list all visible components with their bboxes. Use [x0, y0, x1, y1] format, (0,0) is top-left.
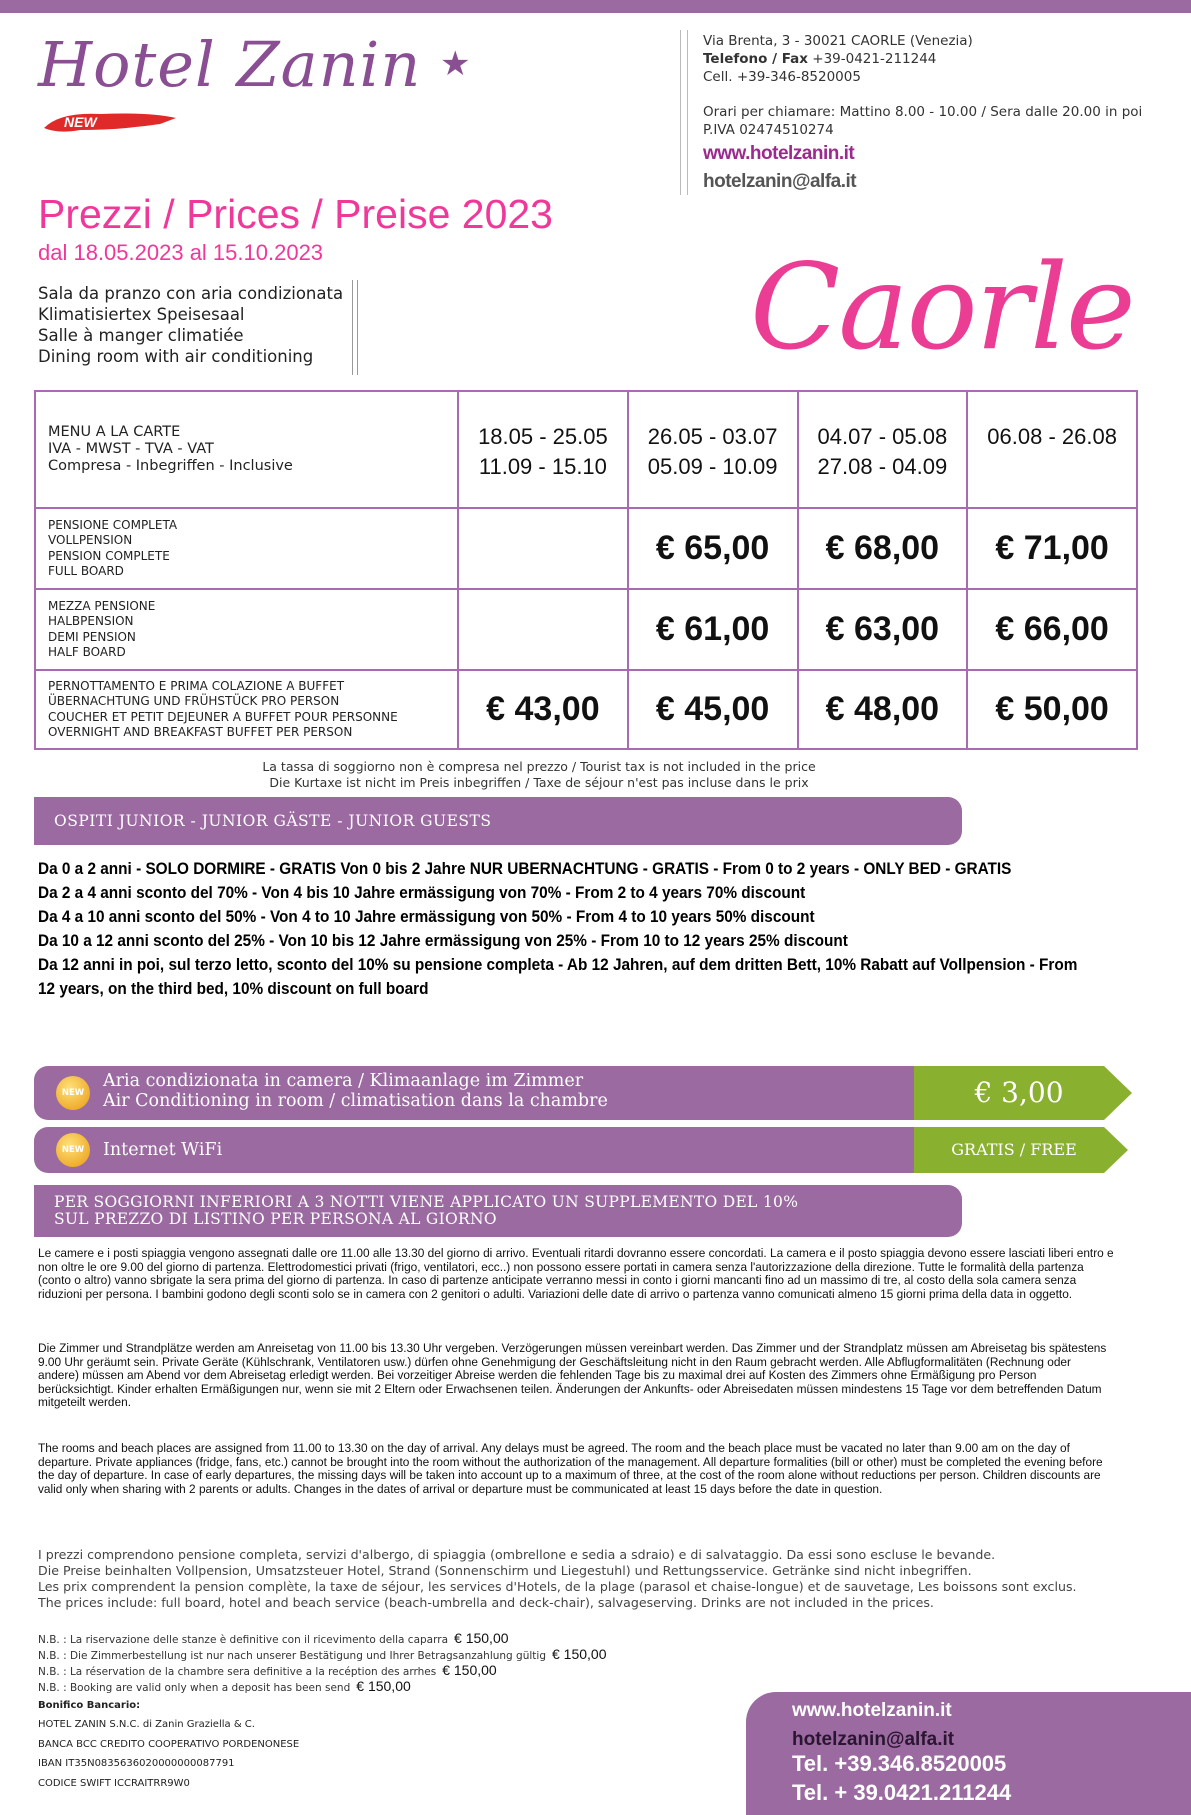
period-cell [458, 391, 628, 508]
ac-price: € 3,00 [974, 1076, 1064, 1109]
footer-tel-mobile: Tel. +39.346.8520005 [792, 1751, 1007, 1776]
period-line: 04.07 - 05.08 [817, 424, 948, 449]
conditions-text: Die Zimmer und Strandplätze werden am Anreisetag von 11.00 bis 13.30 Uhr vergeben. Verzögerungen müssen vereinbart werden. Das Zimmer und der Strandplatz müssen am Abreisetag bis spätestens 9.00 Uhr geräumt sein. Private Geräte (Kühlschrank, Ventilatoren usw.) dürfen ohne Genehmigung der Geschäftsleitung nicht in den Raum gebracht werden. Alle Abflugformalitäten (Rechnung oder andere) müssen am Abend vor dem Abreisetag erledigt werden. Bei vorzeitiger Abreise werden die fehlenden Tage bis zu maximal drei auf Kosten des Zimmers ohne Ermäßigung pro Person berücksichtigt. Kinder erhalten Ermäßigungen nur, wenn sie mit 2 Eltern oder Erwachsenen teilen. Änderungen der Ankunfts- oder Abreisedaten müssen mindestens 15 Tage vor dem betreffenden Datum mitgeteilt werden. [38, 1341, 1107, 1410]
phone-label: Telefono / Fax [703, 51, 808, 67]
price-cell [458, 589, 628, 670]
deposit-amount: € 150,00 [356, 1678, 411, 1694]
table-header-row [35, 391, 1137, 508]
board-line: PENSIONE COMPLETA [48, 517, 178, 532]
footer-website[interactable]: www.hotelzanin.it [792, 1700, 952, 1721]
dining-line: Dining room with air conditioning [38, 347, 314, 366]
new-icon: NEW [56, 1133, 90, 1167]
junior-discounts [38, 857, 1089, 1001]
board-line: HALF BOARD [48, 645, 126, 659]
deposit-note [38, 1646, 607, 1662]
dining-line: Klimatisiertex Speisesaal [38, 305, 245, 324]
board-line: OVERNIGHT AND BREAKFAST BUFFET PER PERSON [48, 725, 353, 739]
conditions-text: Le camere e i posti spiaggia vengono assegnati dalle ore 11.00 alle 13.30 del giorno di arrivo. Eventuali ritardi dovranno essere concordati. La camera e il posto spiaggia devono essere lasciati liberi entro e non oltre le ore 9.00 del giorno di partenza. Elettrodomestici privati (frigo, ventilatori, ecc..) non possono essere portati in camera senza l'autorizzazione della direzione. Tutte le formalità della partenza (conto o altro) vanno sbrigate la sera prima del giorno di partenza. In caso di partenze anticipate verranno messi in conto i giorni mancanti fino ad un massimo di tre, al costo della sola camera senza riduzioni per persona. I bambini godono degli sconti solo se in camera con 2 genitori o adulti. Variazioni delle date di arrivo o partenza vanno comunicati almeno 15 giorni prima della data in oggetto. [38, 1246, 1114, 1301]
table-row [35, 508, 1137, 589]
junior-line: Da 12 anni in poi, sul terzo letto, sconto del 10% su pensione completa - Ab 12 Jahren, auf dem dritten Bett, 10% Rabatt auf Vollpension - From 12 years, on the third bed, 10% discount on full board [38, 956, 1078, 998]
air-conditioning-label [103, 1071, 608, 1111]
address: Via Brenta, 3 - 30021 CAORLE (Venezia) [703, 33, 973, 49]
dining-line: Sala da pranzo con aria condizionata [38, 284, 344, 303]
price-cell: € 65,00 [628, 508, 798, 589]
deposit-text: N.B. : La riservazione delle stanze è definitive con il ricevimento della caparra [38, 1634, 449, 1646]
bank-iban: IBAN IT35N0835636020000000087791 [38, 1758, 235, 1769]
supplement-line: PER SOGGIORNI INFERIORI A 3 NOTTI VIENE APPLICATO UN SUPPLEMENTO DEL 10% [54, 1193, 799, 1211]
wifi-label: Internet WiFi [103, 1140, 223, 1160]
wifi-price: GRATIS / FREE [951, 1140, 1077, 1159]
junior-guests-heading: OSPITI JUNIOR - JUNIOR GÄSTE - JUNIOR GUESTS [34, 797, 962, 845]
bank-label: Bonifico Bancario: [38, 1700, 141, 1711]
price-cell: € 45,00 [628, 670, 798, 749]
period-line: 18.05 - 25.05 [478, 424, 608, 449]
header-line: Compresa - Inbegriffen - Inclusive [48, 458, 293, 474]
cell-phone: Cell. +39-346-8520005 [703, 69, 861, 85]
phone-line [703, 51, 936, 67]
board-line: FULL BOARD [48, 564, 124, 578]
conditions-german [38, 1342, 1154, 1410]
table-row [35, 589, 1137, 670]
junior-line: Da 10 a 12 anni sconto del 25% - Von 10 bis 12 Jahre ermässigung von 25% - From 10 to 12 years 25% discount [38, 932, 848, 950]
supplement-line: SUL PREZZO DI LISTINO PER PERSONA AL GIORNO [54, 1210, 497, 1228]
price-cell: € 71,00 [967, 508, 1137, 589]
table-row [35, 670, 1137, 749]
board-type-cell [35, 508, 458, 589]
period-cell [798, 391, 968, 508]
deposit-amount: € 150,00 [442, 1662, 497, 1678]
prices-include [38, 1547, 1158, 1611]
new-icon: NEW [56, 1076, 90, 1110]
board-line: COUCHER ET PETIT DEJEUNER A BUFFET POUR PERSONNE [48, 709, 398, 724]
call-hours: Orari per chiamare: Mattino 8.00 - 10.00 / Sera dalle 20.00 in poi [703, 104, 1143, 120]
tax-note-line: Die Kurtaxe ist nicht im Preis inbegriffen / Taxe de séjour n'est pas incluse dans le prix [269, 775, 809, 790]
price-cell: € 43,00 [458, 670, 628, 749]
deposit-note [38, 1630, 509, 1646]
supplement-notice [34, 1185, 962, 1237]
dining-room-info [38, 283, 343, 367]
tax-note-line: La tassa di soggiorno non è compresa nel prezzo / Tourist tax is not included in the price [262, 759, 816, 774]
junior-line: Da 2 a 4 anni sconto del 70% - Von 4 bis 10 Jahre ermässigung von 70% - From 2 to 4 years 70% discount [38, 884, 806, 902]
website-link[interactable]: www.hotelzanin.it [703, 143, 855, 164]
includes-line: Les prix comprendent la pension complète, la taxe de séjour, les services d'Hotels, de la plage (parasol et chaise-longue) et de sauvetage, Les boissons sont exclus. [38, 1579, 1077, 1594]
phone-number: +39-0421-211244 [812, 51, 937, 67]
page-title: Prezzi / Prices / Preise 2023 [38, 191, 553, 237]
hotel-logo: Hotel Zanin [38, 28, 422, 101]
new-badge [40, 108, 180, 136]
bank-swift: CODICE SWIFT ICCRAITRR9W0 [38, 1778, 190, 1789]
deposit-note [38, 1678, 411, 1694]
new-badge-text: NEW [64, 114, 97, 130]
board-line: DEMI PENSION [48, 629, 136, 644]
bank-holder: HOTEL ZANIN S.N.C. di Zanin Graziella & C. [38, 1719, 255, 1730]
ac-line: Aria condizionata in camera / Klimaanlage im Zimmer [103, 1071, 584, 1091]
deposit-note [38, 1662, 497, 1678]
board-type-cell [35, 670, 458, 749]
tax-note [0, 759, 1078, 791]
board-line: VOLLPENSION [48, 533, 133, 547]
price-cell: € 48,00 [798, 670, 968, 749]
deposit-amount: € 150,00 [552, 1646, 607, 1662]
dining-divider [352, 280, 358, 375]
price-table [34, 390, 1138, 750]
price-cell: € 61,00 [628, 589, 798, 670]
board-line: HALBPENSION [48, 614, 134, 628]
conditions-english [38, 1442, 1154, 1496]
board-line: ÜBERNACHTUNG UND FRÜHSTÜCK PRO PERSON [48, 694, 340, 708]
price-cell: € 50,00 [967, 670, 1137, 749]
validity-dates: dal 18.05.2023 al 15.10.2023 [38, 240, 324, 265]
ac-line: Air Conditioning in room / climatisation dans la chambre [103, 1091, 608, 1111]
period-cell [967, 391, 1137, 508]
footer-email[interactable]: hotelzanin@alfa.it [792, 1729, 955, 1750]
period-line: 27.08 - 04.09 [817, 454, 948, 479]
top-bar [0, 0, 1191, 13]
includes-line: I prezzi comprendono pensione completa, servizi d'albergo, di spiaggia (ombrellone e sedia a sdraio) e di salvataggio. Da essi sono escluse le bevande. [38, 1547, 996, 1562]
period-line: 11.09 - 15.10 [478, 454, 607, 479]
conditions-text: The rooms and beach places are assigned from 11.00 to 13.30 on the day of arrival. Any delays must be agreed. The room and the beach place must be vacated no later than 9.00 am on the day of departure. Private appliances (fridge, fans, etc.) cannot be brought into the room without the authorization of the management. All departure formalities (bill or other) must be completed the evening before the day of departure. In case of early departures, the missing days will be taken into account up to a maximum of three, at the cost of the room alone without reductions per person. Children discounts are valid only when sharing with 2 parents or adults. Changes in the dates of arrival or departure must be communicated at least 15 days before the date in question. [38, 1441, 1103, 1496]
header-line: IVA - MWST - TVA - VAT [48, 441, 214, 457]
deposit-text: N.B. : Die Zimmerbestellung ist nur nach unserer Bestätigung und Ihrer Betragsanzahlung gültig [38, 1650, 546, 1662]
dining-line: Salle à manger climatiée [38, 326, 244, 345]
price-cell: € 66,00 [967, 589, 1137, 670]
conditions-italian [38, 1247, 1154, 1301]
board-line: PENSION COMPLETE [48, 548, 170, 563]
header-line: MENU A LA CARTE [48, 424, 181, 440]
price-cell: € 68,00 [798, 508, 968, 589]
email-link[interactable]: hotelzanin@alfa.it [703, 171, 857, 192]
board-line: MEZZA PENSIONE [48, 598, 156, 613]
price-cell: € 63,00 [798, 589, 968, 670]
deposit-text: N.B. : Booking are valid only when a deposit has been send [38, 1682, 351, 1694]
deposit-text: N.B. : La réservation de la chambre sera definitive a la recéption des arrhes [38, 1666, 437, 1678]
contact-divider [680, 30, 688, 195]
period-cell [628, 391, 798, 508]
junior-line: Da 0 a 2 anni - SOLO DORMIRE - GRATIS Von 0 bis 2 Jahre NUR UBERNACHTUNG - GRATIS - From 0 to 2 years - ONLY BED - GRATIS [38, 860, 1012, 878]
deposit-amount: € 150,00 [454, 1630, 509, 1646]
board-line: PERNOTTAMENTO E PRIMA COLAZIONE A BUFFET [48, 678, 345, 693]
period-line: 05.09 - 10.09 [647, 454, 778, 479]
period-line: 26.05 - 03.07 [647, 424, 778, 449]
bank-name: BANCA BCC CREDITO COOPERATIVO PORDENONESE [38, 1739, 300, 1750]
star-icon: ★ [440, 45, 471, 83]
price-cell [458, 508, 628, 589]
includes-line: Die Preise beinhalten Vollpension, Umsatzsteuer Hotel, Strand (Sonnenschirm und Liegestuhl) und Rettungsservice. Getränke sind nicht inbegriffen. [38, 1563, 972, 1578]
board-type-cell [35, 589, 458, 670]
vat-number: P.IVA 02474510274 [703, 122, 834, 138]
footer-tel-landline: Tel. + 39.0421.211244 [792, 1780, 1012, 1805]
includes-line: The prices include: full board, hotel and beach service (beach-umbrella and deck-chair), salvageserving. Drinks are not included in the prices. [38, 1595, 934, 1610]
table-header-cell [35, 391, 458, 508]
junior-line: Da 4 a 10 anni sconto del 50% - Von 4 to 10 Jahre ermässigung von 50% - From 4 to 10 years 50% discount [38, 908, 815, 926]
caorle-script-logo: Caorle [750, 238, 1134, 376]
period-line: 06.08 - 26.08 [987, 424, 1117, 449]
